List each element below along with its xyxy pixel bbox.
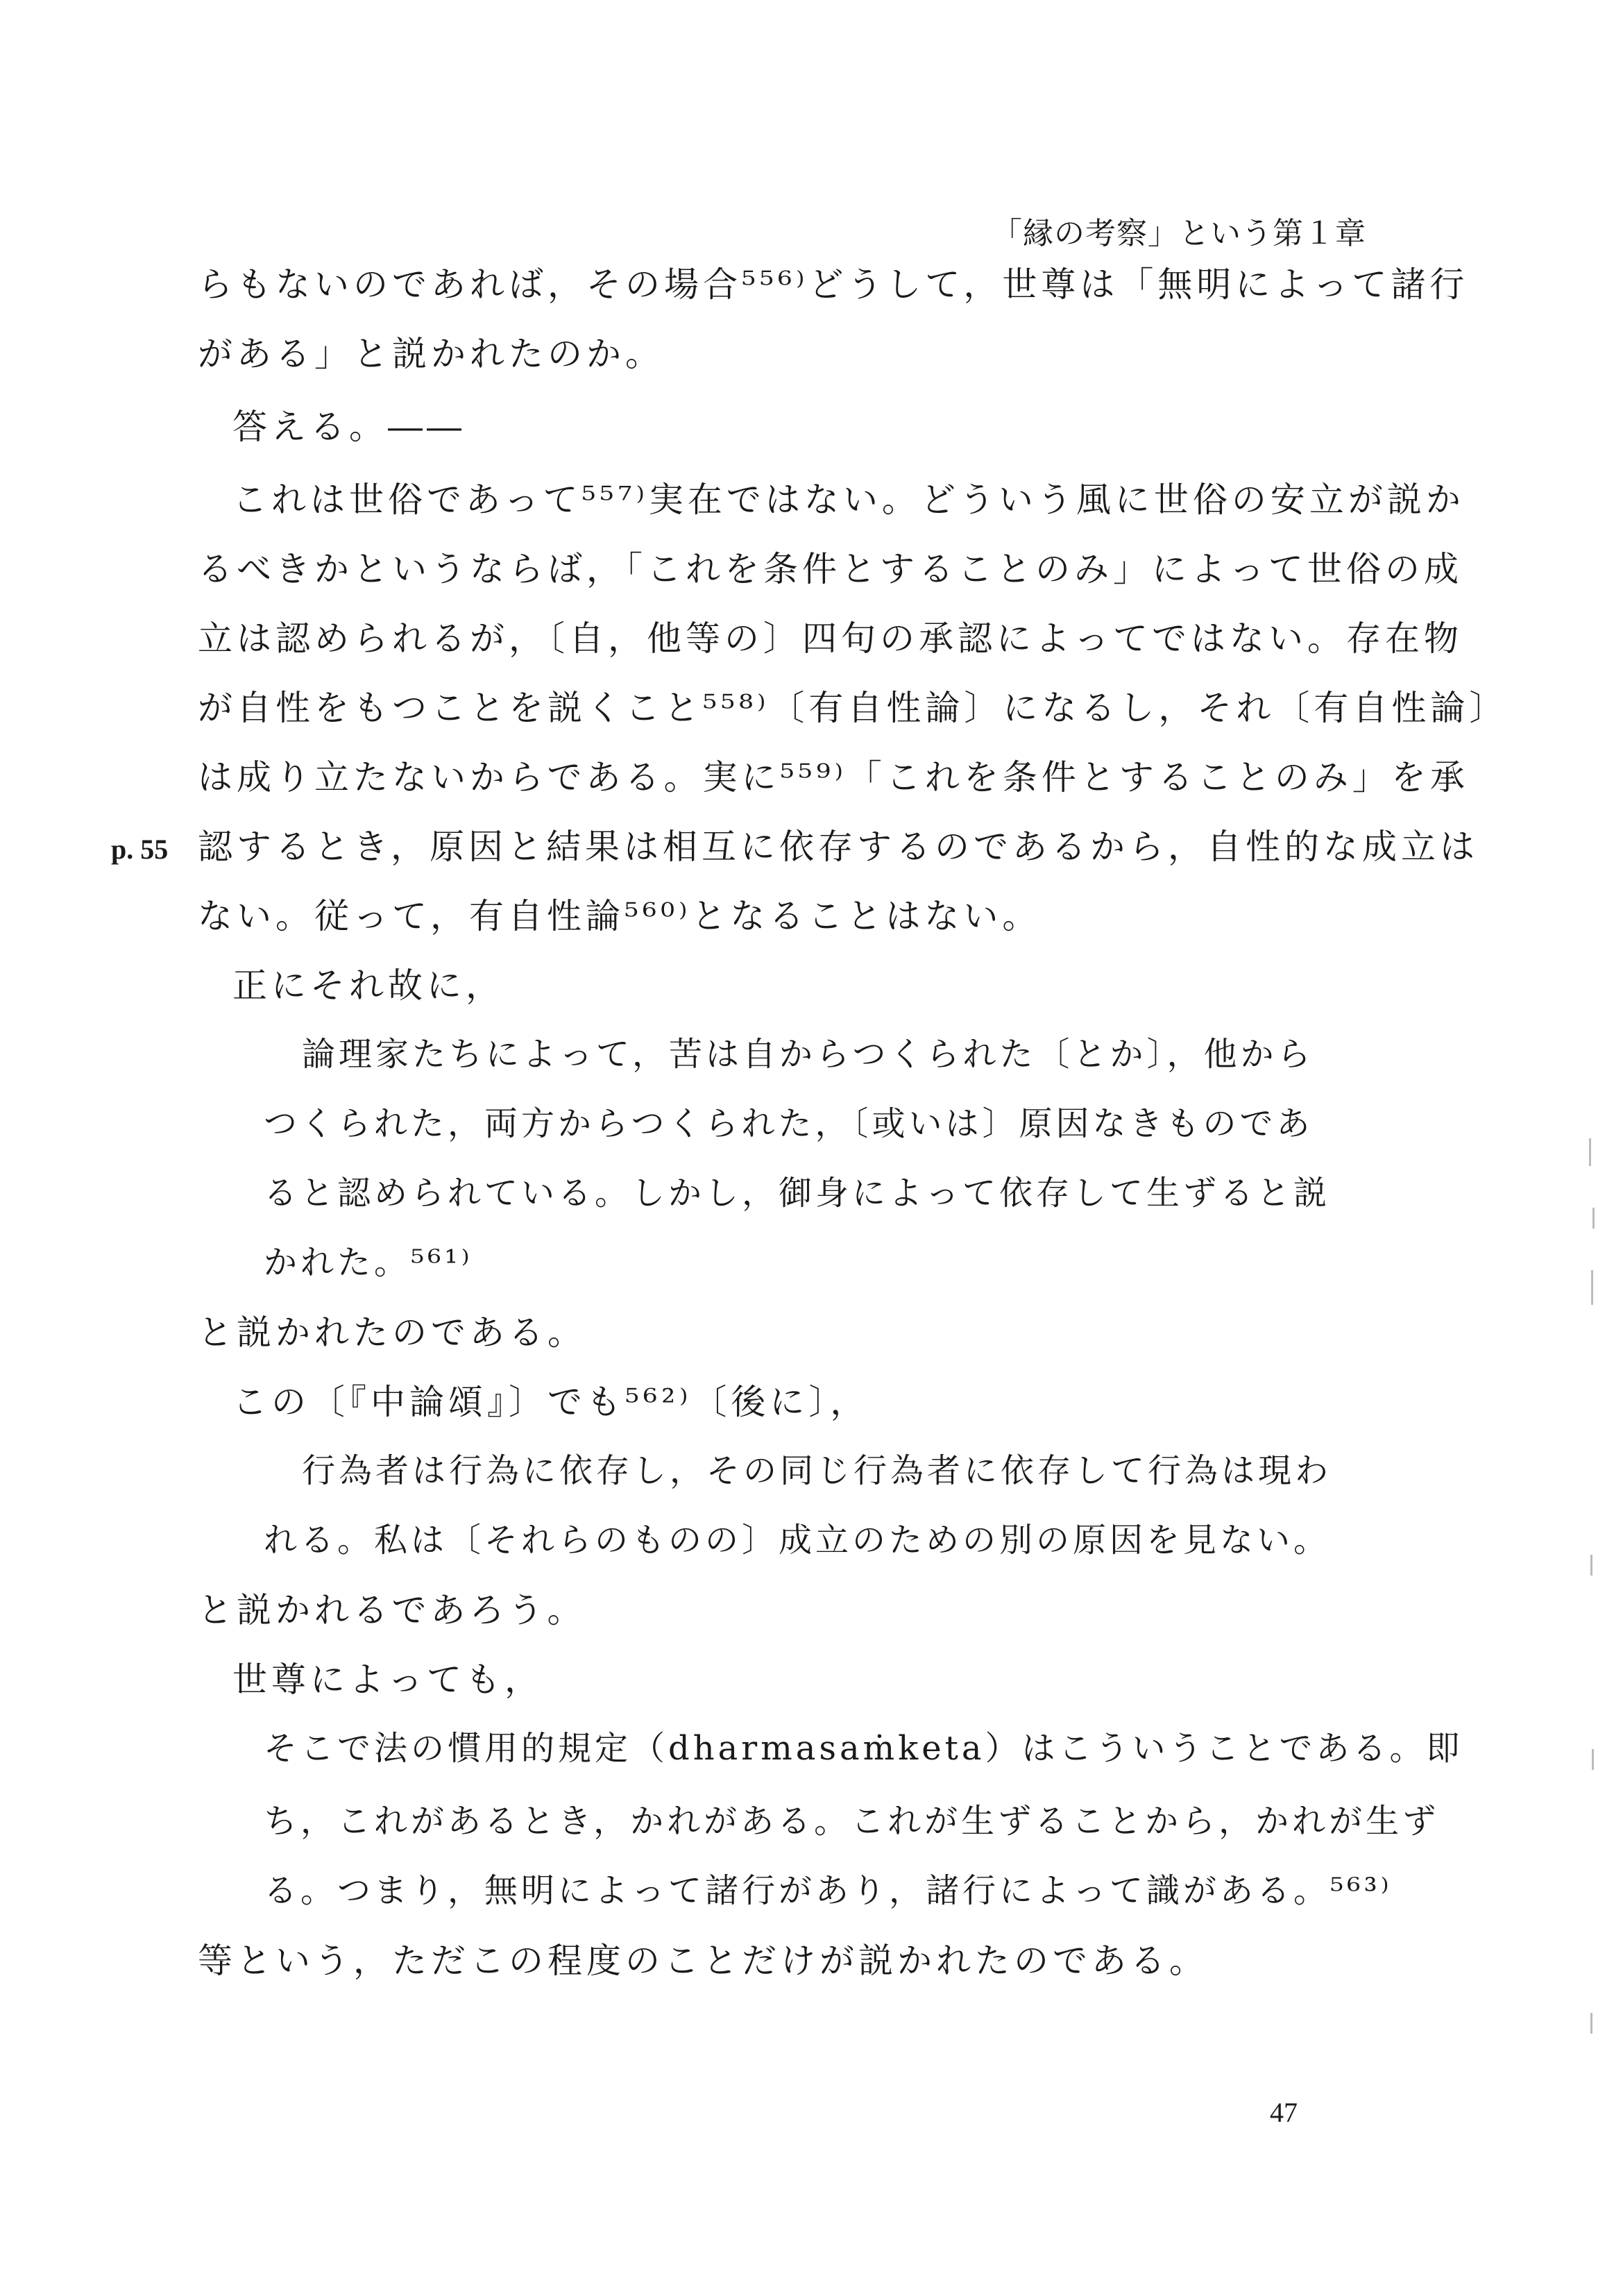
text-line: は成り立たないからである。実に⁵⁵⁹⁾「これを条件とすることのみ」を承 <box>198 757 1469 797</box>
scan-artifact <box>1590 1555 1592 1576</box>
text-line: と説かれたのである。 <box>198 1312 586 1353</box>
quote-line: ち，これがあるとき，かれがある。これが生ずることから，かれが生ず <box>264 1802 1440 1841</box>
quote-line: れる。私は〔それらのものの〕成立のための別の原因を見ない。 <box>264 1521 1331 1560</box>
text-line: がある」と説かれたのか。 <box>198 334 664 374</box>
text-line: 等という，ただこの程度のことだけが説かれたのである。 <box>198 1941 1208 1981</box>
quote-line: る。つまり，無明によって諸行があり，諸行によって識がある。⁵⁶³⁾ <box>264 1871 1393 1910</box>
quote-line: そこで法の慣用的規定（dharmasaṁketa）はこういうことである。即 <box>264 1729 1463 1768</box>
quote-line: かれた。⁵⁶¹⁾ <box>264 1243 473 1282</box>
scan-artifact <box>1592 1208 1595 1229</box>
text-line: 認するとき，原因と結果は相互に依存するのであるから，自性的な成立は <box>198 827 1479 867</box>
running-header: 「縁の考察」という第１章 <box>992 216 1366 251</box>
quote-line: 論理家たちによって，苦は自からつくられた〔とか〕，他から <box>302 1035 1314 1074</box>
scan-artifact <box>1591 1270 1593 1305</box>
text-line: らもないのであれば，その場合⁵⁵⁶⁾どうして，世尊は「無明によって諸行 <box>198 264 1469 305</box>
text-line: 正にそれ故に， <box>232 965 504 1006</box>
text-line: ない。従って，有自性論⁵⁶⁰⁾となることはない。 <box>198 896 1042 936</box>
text-line: 世尊によっても， <box>232 1660 543 1700</box>
quote-line: ると認められている。しかし，御身によって依存して生ずると説 <box>264 1174 1331 1213</box>
page-number: 47 <box>1270 2097 1298 2128</box>
quote-line: つくられた，両方からつくられた，〔或いは〕原因なきものであ <box>264 1104 1314 1143</box>
text-line: 立は認められるが，〔自，他等の〕四句の承認によってではない。存在物 <box>198 618 1463 659</box>
quote-line: 行為者は行為に依存し，その同じ行為者に依存して行為は現わ <box>302 1451 1332 1490</box>
scan-artifact <box>1589 1138 1591 1166</box>
text-line: 答える。―― <box>232 407 466 447</box>
page-reference-marker: p. 55 <box>111 834 169 865</box>
scan-artifact <box>1590 2013 1592 2034</box>
text-line: るべきかというならば，「これを条件とすることのみ」によって世俗の成 <box>198 549 1463 589</box>
text-line: この〔『中論頌』〕でも⁵⁶²⁾〔後に〕， <box>232 1382 869 1422</box>
scan-artifact <box>1592 1749 1594 1770</box>
text-line: と説かれるであろう。 <box>198 1590 586 1630</box>
text-line: が自性をもつことを説くこと⁵⁵⁸⁾〔有自性論〕になるし，それ〔有自性論〕 <box>198 688 1509 728</box>
text-line: これは世俗であって⁵⁵⁷⁾実在ではない。どういう風に世俗の安立が説か <box>232 480 1465 520</box>
